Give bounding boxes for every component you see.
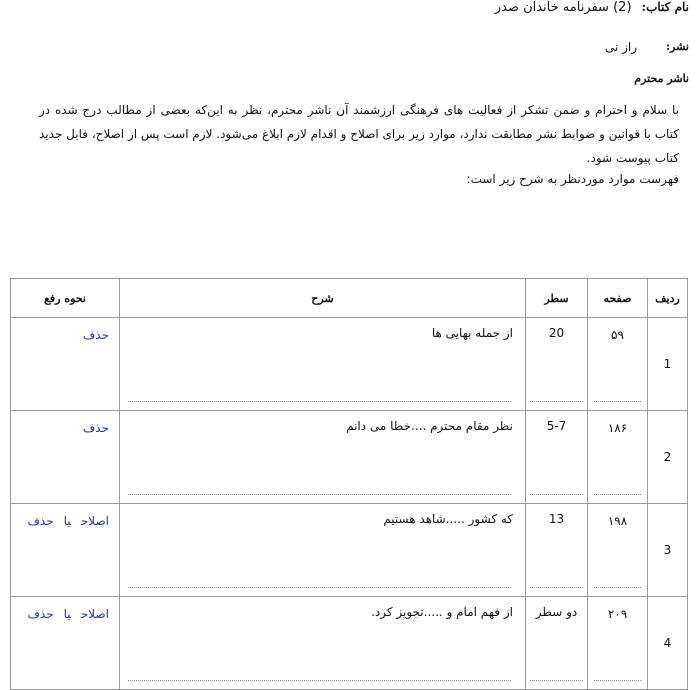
dotted-line (128, 494, 511, 495)
fix-edit-link[interactable]: اصلاح (80, 514, 109, 528)
row-resolution-cell (11, 411, 120, 504)
dotted-line (128, 680, 511, 681)
row-line-cell (526, 318, 588, 411)
publisher-label: نشر: (665, 40, 689, 53)
dotted-line (594, 587, 641, 588)
header-resolution: نحوه رفع (11, 279, 120, 318)
row-description: که کشور .....شاهد هستیم (383, 512, 513, 526)
letter-greeting: ناشر محترم (634, 72, 689, 85)
row-line-cell (526, 504, 588, 597)
dotted-line (594, 680, 641, 681)
list-intro: فهرست موارد موردنظر به شرح زیر است: (466, 172, 679, 186)
row-line: 5-7 (546, 419, 567, 433)
row-description: نظر مقام محترم ....خطا می دانم (346, 419, 513, 433)
row-page-cell (588, 504, 648, 597)
header-line: سطر (526, 279, 588, 318)
row-number: 3 (648, 504, 688, 597)
row-page: ۵۹ (611, 328, 624, 342)
dotted-line (530, 401, 583, 402)
row-line-cell (526, 597, 588, 690)
table-row (11, 318, 688, 411)
row-number: 1 (648, 318, 688, 411)
row-description-cell (120, 318, 526, 411)
fix-or-text: یا (63, 607, 71, 621)
dotted-line (594, 494, 641, 495)
table-row (11, 597, 688, 690)
row-page: ۲۰۹ (607, 607, 628, 621)
row-description-cell (120, 411, 526, 504)
row-description-cell (120, 504, 526, 597)
row-resolution-cell (11, 597, 120, 690)
fix-delete-link[interactable]: حذف (82, 421, 109, 435)
row-resolution-cell (11, 318, 120, 411)
row-page-cell (588, 597, 648, 690)
table-row (11, 411, 688, 504)
row-line: 13 (548, 512, 565, 526)
dotted-line (594, 401, 641, 402)
publisher-value: راز نی (604, 40, 637, 54)
row-page: ۱۹۸ (607, 514, 628, 528)
row-line: دو سطر (535, 605, 578, 619)
row-page-cell (588, 411, 648, 504)
dotted-line (128, 401, 511, 402)
dotted-line (530, 587, 583, 588)
fix-delete-link[interactable]: حذف (27, 514, 54, 528)
row-line: 20 (548, 326, 565, 340)
header-page: صفحه (588, 279, 648, 318)
fix-or-text: یا (63, 514, 71, 528)
dotted-line (530, 680, 583, 681)
row-page-cell (588, 318, 648, 411)
letter-body: با سلام و احترام و ضمن تشکر از فعالیت های فرهنگی ارزشمند آن ناشر محترم، نظر به این‌که بعضی از مطالب درج شده در کتاب با قوانین و ضوابط نشر مطابقت ندارد، موارد زیر برای اصلاح و اقدام لازم ابلاغ می‌شود. لازم است پس از اصلاح، فایل جدید کتاب پیوست شود. (39, 103, 679, 165)
fix-edit-link[interactable]: اصلاح (80, 607, 109, 621)
fix-delete-link[interactable]: حذف (82, 328, 109, 342)
row-description: از فهم امام و .....تجویز کرد. (371, 605, 513, 619)
row-page: ۱۸۶ (607, 421, 628, 435)
header-row-no: ردیف (648, 279, 688, 318)
row-number: 2 (648, 411, 688, 504)
book-title-label: نام کتاب: (641, 0, 689, 14)
book-title-line (495, 0, 689, 15)
row-number: 4 (648, 597, 688, 690)
header-description: شرح (120, 279, 526, 318)
book-title-value: (2) سفرنامه خاندان صدر (494, 0, 632, 15)
row-description-cell (120, 597, 526, 690)
dotted-line (530, 494, 583, 495)
row-description: از جمله بهایی ها (431, 326, 513, 340)
fix-delete-link[interactable]: حذف (27, 607, 54, 621)
corrections-table (10, 278, 688, 690)
table-header-row (11, 279, 688, 318)
table-row (11, 504, 688, 597)
dotted-line (128, 587, 511, 588)
row-resolution-cell (11, 504, 120, 597)
row-line-cell (526, 411, 588, 504)
